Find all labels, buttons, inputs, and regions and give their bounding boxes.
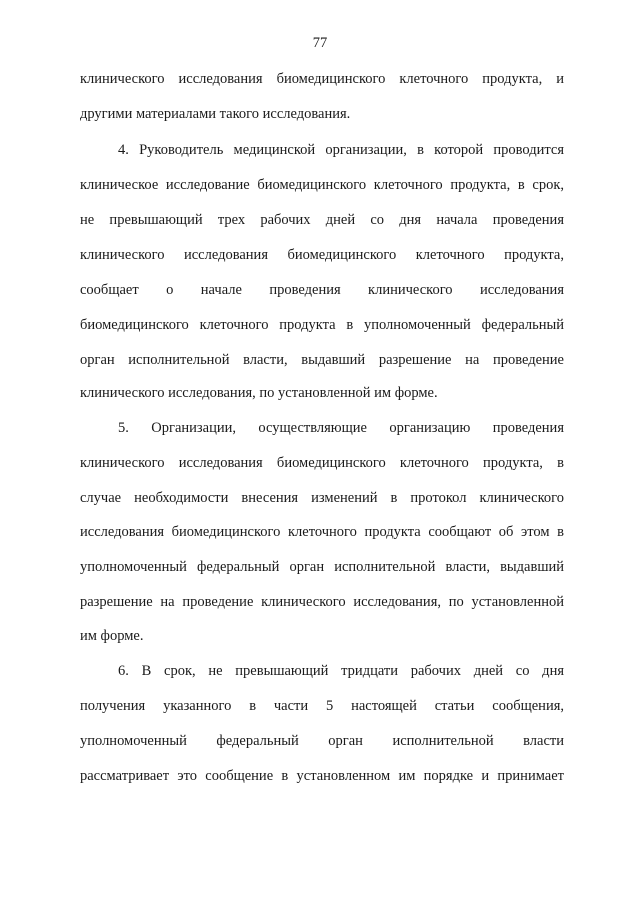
text-line: клиническое исследование биомедицинского клеточного продукта, в срок, xyxy=(80,177,564,193)
text-line: исследования биомедицинского клеточного продукта сообщают об этом в xyxy=(80,524,564,540)
text-line: уполномоченный федеральный орган исполнительной власти xyxy=(80,733,564,749)
text-line: клинического исследования биомедицинского клеточного продукта, и xyxy=(80,71,564,87)
text-line: клинического исследования, по установленной им форме. xyxy=(80,385,438,401)
text-line: не превышающий трех рабочих дней со дня начала проведения xyxy=(80,212,564,228)
text-line: рассматривает это сообщение в установленном им порядке и принимает xyxy=(80,768,564,784)
text-line: им форме. xyxy=(80,628,144,644)
text-line: другими материалами такого исследования. xyxy=(80,106,351,122)
text-line: сообщает о начале проведения клинического исследования xyxy=(80,282,564,298)
text-line: биомедицинского клеточного продукта в уполномоченный федеральный xyxy=(80,317,564,333)
text-line: разрешение на проведение клинического исследования, по установленной xyxy=(80,594,564,610)
text-line: получения указанного в части 5 настоящей статьи сообщения, xyxy=(80,698,564,714)
text-line: клинического исследования биомедицинского клеточного продукта, в xyxy=(80,455,564,471)
page-number: 77 xyxy=(312,35,328,51)
paragraph-6-first-line: 6. В срок, не превышающий тридцати рабочих дней со дня xyxy=(118,663,564,679)
text-line: клинического исследования биомедицинского клеточного продукта, xyxy=(80,247,564,263)
text-line: случае необходимости внесения изменений в протокол клинического xyxy=(80,490,564,506)
text-line: орган исполнительной власти, выдавший разрешение на проведение xyxy=(80,352,564,368)
paragraph-5-first-line: 5. Организации, осуществляющие организацию проведения xyxy=(118,420,564,436)
text-line: уполномоченный федеральный орган исполнительной власти, выдавший xyxy=(80,559,564,575)
paragraph-4-first-line: 4. Руководитель медицинской организации, в которой проводится xyxy=(118,142,564,158)
